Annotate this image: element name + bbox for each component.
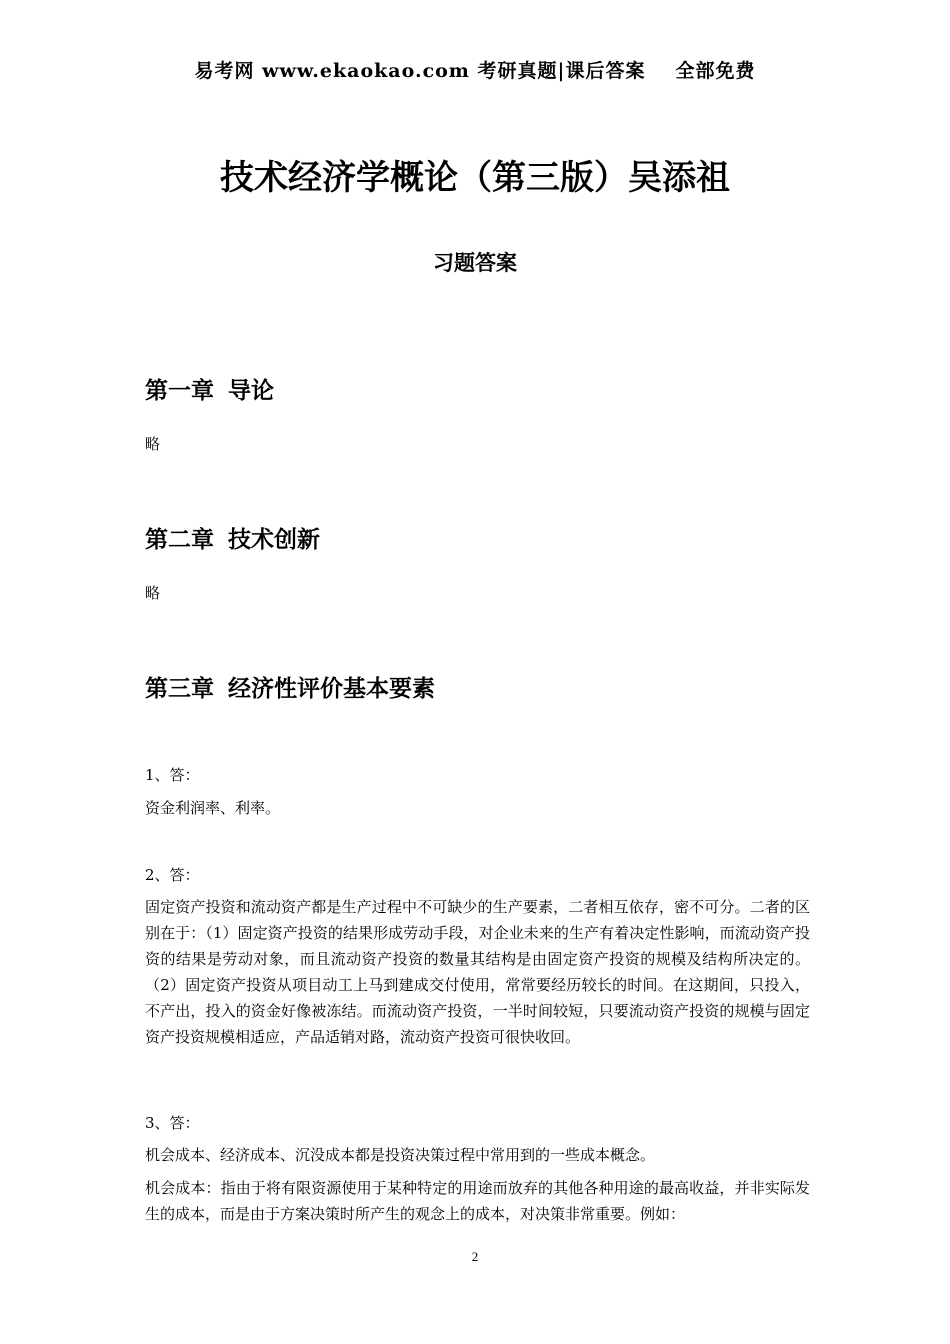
chapter-name: 导论 (228, 378, 274, 404)
answer-text: 机会成本、经济成本、沉没成本都是投资决策过程中常用到的一些成本概念。 (145, 1146, 656, 1164)
answer-label: 2、答： (145, 866, 200, 884)
chapter-heading (145, 372, 274, 405)
page-header (0, 56, 950, 83)
page-number: 2 (471, 1249, 479, 1264)
answer-label: 3、答： (145, 1114, 200, 1132)
header-site-text: 易考网 www.ekaokao.com 考研真题|课后答案 (194, 60, 646, 82)
document-title: 技术经济学概论（第三版）吴添祖 (220, 158, 730, 198)
answer-text: 固定资产投资和流动资产都是生产过程中不可缺少的生产要素，二者相互依存，密不可分。二者的区别在于：（1）固定资产投资的结果形成劳动手段，对企业未来的生产有着决定性影响，而流动资产投资的结果是劳动对象，而且流动资产投资的数量其结构是由固定资产投资的规模及结构所决定的。（2）固定资产投资从项目动工上马到建成交付使用，常常要经历较长的时间。在这期间，只投入，不产出，投入的资金好像被冻结。而流动资产投资，一半时间较短，只要流动资产投资的规模与固定资产投资规模相适应，产品适销对路，流动资产投资可很快收回。 (145, 898, 810, 1046)
chapter-heading (145, 670, 435, 703)
chapter-number: 第二章 (145, 527, 214, 553)
chapter-name: 技术创新 (228, 527, 320, 553)
answer-text-continued: 机会成本：指由于将有限资源使用于某种特定的用途而放弃的其他各种用途的最高收益，并非实际发生的成本，而是由于方案决策时所产生的观念上的成本，对决策非常重要。例如： (145, 1179, 810, 1223)
answer-text: 资金利润率、利率。 (145, 799, 281, 817)
chapter-name: 经济性评价基本要素 (228, 676, 435, 702)
chapter-number: 第三章 (145, 676, 214, 702)
answer-label: 1、答： (145, 766, 200, 784)
header-free-text: 全部免费 (675, 60, 756, 82)
chapter-heading (145, 521, 320, 554)
chapter-body: 略 (145, 584, 161, 602)
chapter-number: 第一章 (145, 378, 214, 404)
chapter-body: 略 (145, 435, 161, 453)
document-subtitle: 习题答案 (433, 251, 517, 275)
